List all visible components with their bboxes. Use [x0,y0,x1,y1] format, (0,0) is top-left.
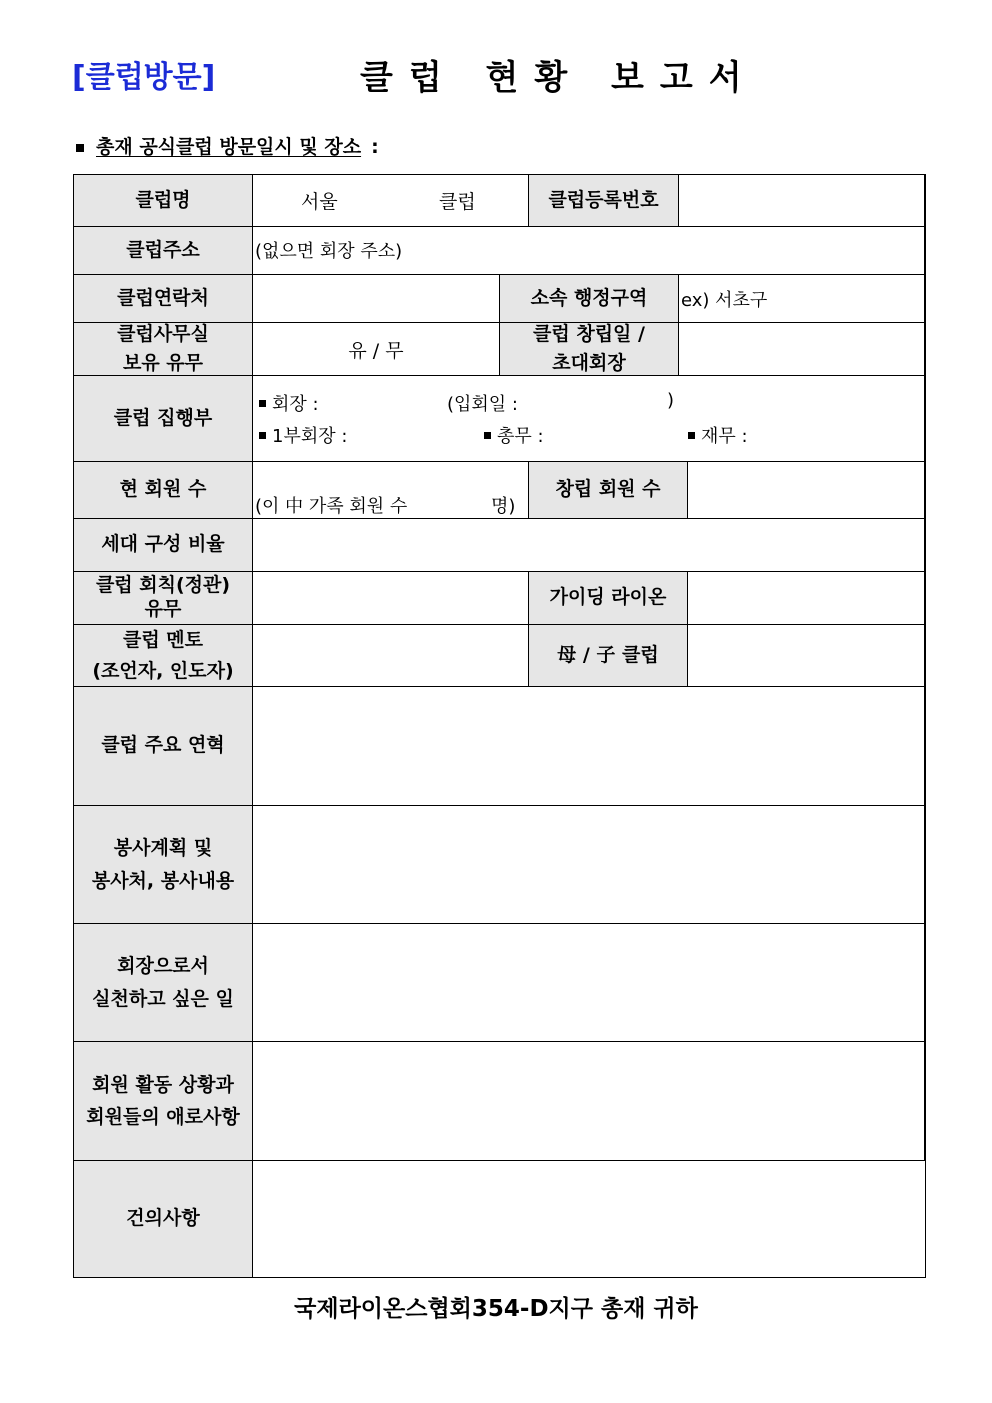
district-field[interactable] [679,275,925,323]
mentor-label: 클럽 멘토 (조언자, 인도자) [74,625,253,687]
office-label: 클럽사무실 보유 유무 [74,323,253,376]
bullet-square-icon [259,432,266,439]
address-label: 클럽주소 [74,227,253,275]
joined-close: ) [667,390,675,411]
guiding-lion-label: 가이딩 라이온 [529,572,688,625]
contact-field[interactable] [253,275,500,323]
visit-line-colon: : [371,136,379,158]
history-label: 클럽 주요 연혁 [74,687,253,806]
district-hint: ex) 서초구 [681,290,768,311]
mentor-field[interactable] [253,625,529,687]
office-value: 유 / 무 [348,339,404,362]
visit-line [76,132,379,159]
mother-child-club-field[interactable] [688,625,925,687]
treasurer-entry: 재무 : [688,422,748,448]
mother-child-club-label: 母 / 子 클럽 [529,625,688,687]
reg-no-label: 클럽등록번호 [529,175,679,227]
office-field[interactable] [253,323,500,376]
executive-field[interactable] [253,376,925,462]
visit-tag: [클럽방문] [72,60,216,95]
executive-label: 클럽 집행부 [74,376,253,462]
suggestions-label: 건의사항 [74,1161,253,1277]
contact-label: 클럽연락처 [74,275,253,323]
reg-no-field[interactable] [679,175,925,227]
activity-field[interactable] [253,1042,925,1161]
club-name-suffix: 클럽 [439,191,476,213]
goals-field[interactable] [253,924,925,1042]
page-title: 클럽 현황 보고서 [360,58,758,98]
bylaws-field[interactable] [253,572,529,625]
joined-entry: (입회일 : [447,394,518,415]
suggestions-field[interactable] [253,1161,925,1277]
address-hint: (없으면 회장 주소) [255,241,403,262]
activity-label: 회원 활동 상황과 회원들의 애로사항 [74,1042,253,1161]
bullet-square-icon [76,144,84,152]
service-label: 봉사계획 및 봉사처, 봉사내용 [74,806,253,924]
club-name-label: 클럽명 [74,175,253,227]
members-field[interactable] [253,462,529,519]
address-field[interactable] [253,227,925,275]
goals-label: 회장으로서 실천하고 싶은 일 [74,924,253,1042]
guiding-lion-field[interactable] [688,572,925,625]
service-field[interactable] [253,806,925,924]
bullet-square-icon [484,432,491,439]
club-name-field[interactable] [253,175,529,227]
charter-members-field[interactable] [688,462,925,519]
history-field[interactable] [253,687,925,806]
family-members-unit: 명) [491,496,516,517]
members-label: 현 회원 수 [74,462,253,519]
addressee-footer: 국제라이온스협회354-D지구 총재 귀하 [294,1296,698,1322]
charter-members-label: 창립 회원 수 [529,462,688,519]
founding-label: 클럽 창립일 / 초대회장 [500,323,679,376]
club-status-form [73,174,926,1278]
family-members-hint: (이 中 가족 회원 수 [255,496,408,517]
secretary-entry: 총무 : [484,422,544,448]
district-label: 소속 행정구역 [500,275,679,323]
bullet-square-icon [688,432,695,439]
president-entry: 회장 : [259,390,319,416]
generation-label: 세대 구성 비율 [74,519,253,572]
bullet-square-icon [259,400,266,407]
vice-president-entry: 1부회장 : [259,422,347,448]
generation-field[interactable] [253,519,925,572]
founding-field[interactable] [679,323,925,376]
visit-line-label: 총재 공식클럽 방문일시 및 장소 [96,136,362,158]
bylaws-label: 클럽 회칙(정관) 유무 [74,572,253,625]
club-name-prefix: 서울 [301,191,338,213]
